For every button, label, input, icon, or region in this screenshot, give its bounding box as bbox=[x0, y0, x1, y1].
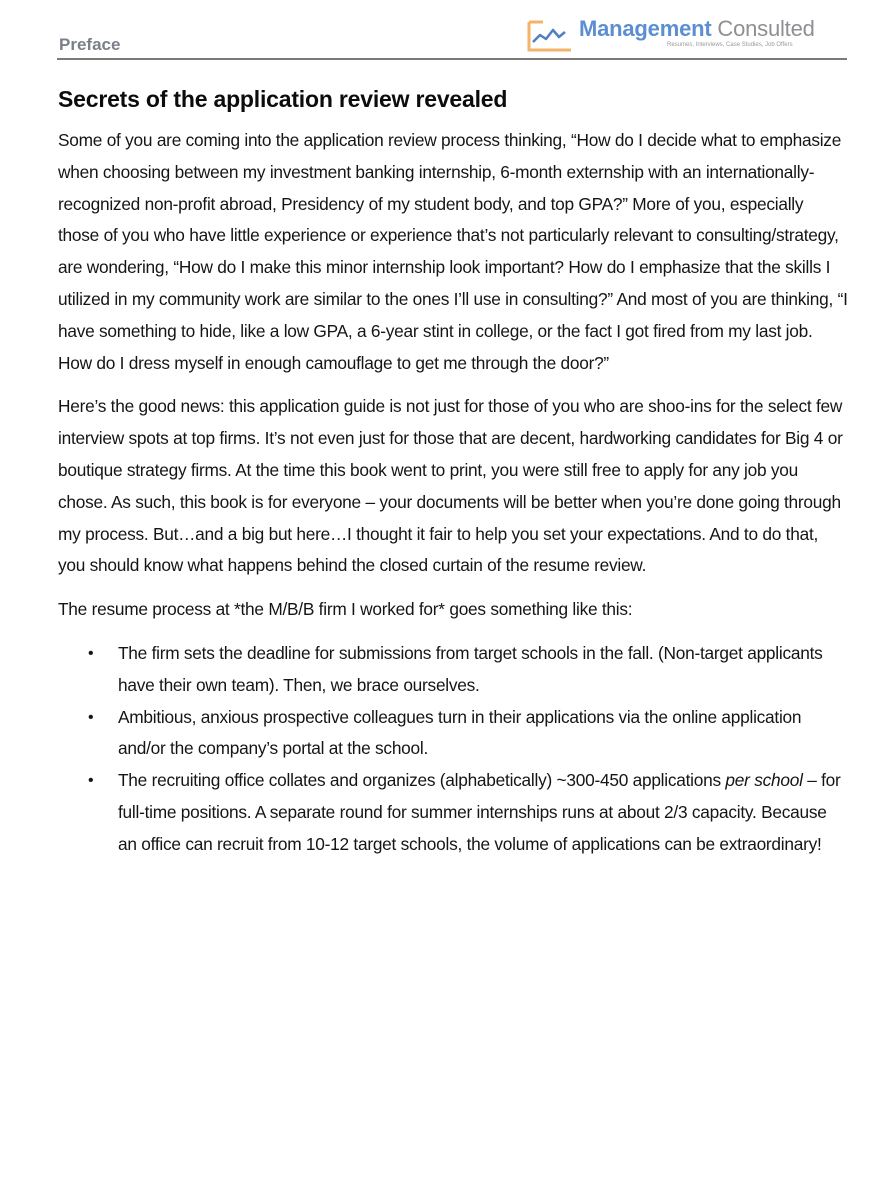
line-chart-icon bbox=[527, 18, 573, 52]
paragraph-3: The resume process at *the M/B/B firm I worked for* goes something like this: bbox=[58, 599, 633, 620]
document-body bbox=[58, 86, 848, 861]
bullet-icon: • bbox=[88, 644, 94, 662]
bullet-text: The firm sets the deadline for submissions from target schools in the fall. (Non-target applicants have their own team). Then, we brace ourselves. bbox=[118, 642, 823, 695]
logo-wordmark bbox=[579, 16, 815, 42]
page-header bbox=[57, 10, 847, 60]
logo-tagline: Resumes, Interviews, Case Studies, Job Offers bbox=[667, 42, 793, 48]
process-bullet-list bbox=[58, 638, 848, 861]
logo-wordmark-light: Consulted bbox=[711, 16, 815, 41]
bullet-text: Ambitious, anxious prospective colleagues turn in their applications via the online application and/or the company’s portal at the school. bbox=[118, 706, 802, 759]
bullet-item bbox=[88, 765, 848, 860]
bullet-text-after: – for full-time positions. A separate round for summer internships runs at about 2/3 capacity. Because an office can recruit from 10-12 target schools, the volume of applications can be extraordinary! bbox=[118, 770, 841, 854]
bullet-icon: • bbox=[88, 708, 94, 726]
paragraph-1: Some of you are coming into the application review process thinking, “How do I decide what to emphasize when choosing between my investment banking internship, 6-month externship with an internationally-recognized non-profit abroad, Presidency of my student body, and top GPA?” More of you, especially those of you who have little experience or experience that’s not particularly relevant to consulting/strategy, are wondering, “How do I make this minor internship look important? How do I emphasize that the skills I utilized in my community work are similar to the ones I’ll use in consulting?” And most of you are thinking, “I have something to hide, like a low GPA, a 6-year stint in college, or the fact I got fired from my last job. How do I dress myself in enough camouflage to get me through the door?” bbox=[58, 130, 848, 373]
bullet-text-italic: per school bbox=[725, 770, 803, 791]
logo-wordmark-strong: Management bbox=[579, 16, 712, 41]
management-consulted-logo bbox=[527, 16, 827, 52]
bullet-icon: • bbox=[88, 772, 94, 790]
bullet-item bbox=[88, 702, 848, 766]
paragraph-2: Here’s the good news: this application guide is not just for those of you who are shoo-ins for the select few interview spots at top firms. It’s not even just for those that are decent, hardworking candidates for Big 4 or boutique strategy firms. At the time this book went to print, you were still free to apply for any job you chose. As such, this book is for everyone – your documents will be better when you’re done going through my process. But…and a big but here…I thought it fair to help you set your expectations. And to do that, you should know what happens behind the closed curtain of the resume review. bbox=[58, 396, 843, 576]
bullet-item bbox=[88, 638, 848, 702]
bullet-text-before: The recruiting office collates and organizes (alphabetically) ~300-450 applications bbox=[118, 770, 726, 791]
document-title: Secrets of the application review revealed bbox=[58, 86, 508, 112]
section-label: Preface bbox=[59, 35, 121, 54]
